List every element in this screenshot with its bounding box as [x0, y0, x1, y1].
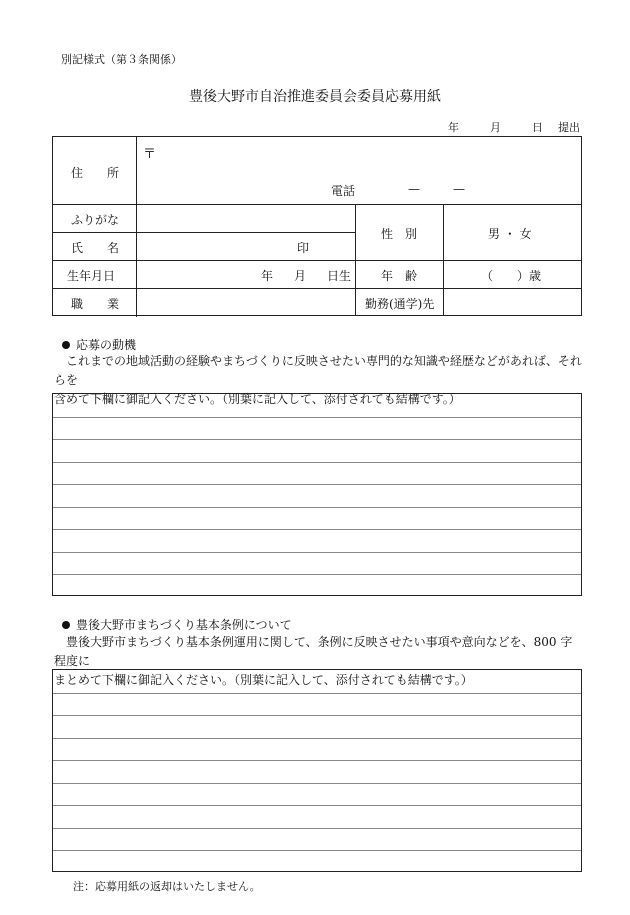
ruled-line [53, 715, 581, 716]
submit-month: 月 [490, 121, 501, 134]
submit-year: 年 [448, 121, 459, 134]
row-divider [53, 260, 581, 261]
name-field[interactable] [143, 235, 283, 257]
return-note: 注：応募用紙の返却はいたしません。 [73, 880, 261, 893]
motivation-line-1: これまでの地域活動の経験やまちづくりに反映させたい専門的な知識や経歴などがあれば、それらを [54, 354, 582, 387]
ruled-line [53, 760, 581, 761]
workplace-label: 勤務(通学)先 [365, 297, 435, 311]
ordinance-heading-text: 豊後大野市まちづくり基本条例について [76, 618, 292, 632]
phone-separator: — [453, 182, 465, 196]
ruled-line [53, 507, 581, 508]
ruled-line [53, 828, 581, 829]
col-divider [136, 137, 137, 317]
birth-day: 日生 [327, 269, 352, 283]
row-divider [53, 288, 581, 289]
ruled-line [53, 574, 581, 575]
ruled-line [53, 462, 581, 463]
occupation-label: 職 業 [71, 297, 120, 311]
birth-month: 月 [294, 269, 307, 283]
phone-separator: — [408, 182, 420, 196]
ruled-line [53, 738, 581, 739]
form-title: 豊後大野市自治推進委員会委員応募用紙 [189, 89, 441, 105]
gender-options[interactable]: 男 ・ 女 [488, 227, 532, 241]
ruled-line [53, 783, 581, 784]
ruled-line [53, 529, 581, 530]
ordinance-heading [62, 616, 292, 633]
submit-date [448, 119, 580, 135]
phone-label: 電話 [331, 184, 356, 198]
age-label: 年 齢 [381, 269, 418, 283]
ordinance-line-1: 豊後大野市まちづくり基本条例運用に関して、条例に反映させたい事項や意向などを、800 字程度に [54, 635, 573, 668]
ruled-line [53, 805, 581, 806]
address-label: 住 所 [71, 166, 120, 180]
ordinance-writing-area[interactable] [52, 669, 582, 872]
gender-label: 性 別 [381, 227, 418, 241]
submit-day: 日 [532, 121, 543, 134]
postal-mark: 〒 [143, 147, 157, 162]
row-divider [53, 232, 355, 233]
age-value[interactable]: （ ）歳 [481, 269, 542, 283]
occupation-field[interactable] [143, 291, 348, 313]
row-divider [53, 204, 581, 205]
ruled-line [53, 417, 581, 418]
ruled-line [53, 552, 581, 553]
bullet-icon [62, 621, 70, 629]
ruled-line [53, 850, 581, 851]
ruled-line [53, 484, 581, 485]
birth-year: 年 [261, 269, 274, 283]
ruled-line [53, 693, 581, 694]
col-divider [355, 204, 356, 316]
seal-label: 印 [297, 241, 310, 255]
motivation-line-2: 含めて下欄に御記入ください。（別葉に記入して、添付されても結構です。） [54, 392, 461, 406]
workplace-field[interactable] [449, 291, 577, 313]
motivation-heading [62, 336, 136, 353]
birth-label: 生年月日 [67, 269, 116, 283]
motivation-writing-area[interactable] [52, 393, 582, 596]
col-divider [443, 204, 444, 316]
furigana-field[interactable] [143, 207, 348, 229]
bullet-icon [62, 341, 70, 349]
furigana-label: ふりがな [71, 213, 120, 227]
motivation-heading-text: 応募の動機 [76, 338, 137, 352]
ruled-line [53, 439, 581, 440]
ordinance-line-2: まとめて下欄に御記入ください。（別葉に記入して、添付されても結構です。） [54, 673, 473, 687]
name-label: 氏 名 [71, 241, 120, 255]
submit-label: 提出 [558, 121, 580, 134]
attachment-label: 別記様式（第３条関係） [61, 53, 182, 66]
address-field[interactable] [163, 141, 563, 177]
applicant-info-table [52, 136, 582, 316]
